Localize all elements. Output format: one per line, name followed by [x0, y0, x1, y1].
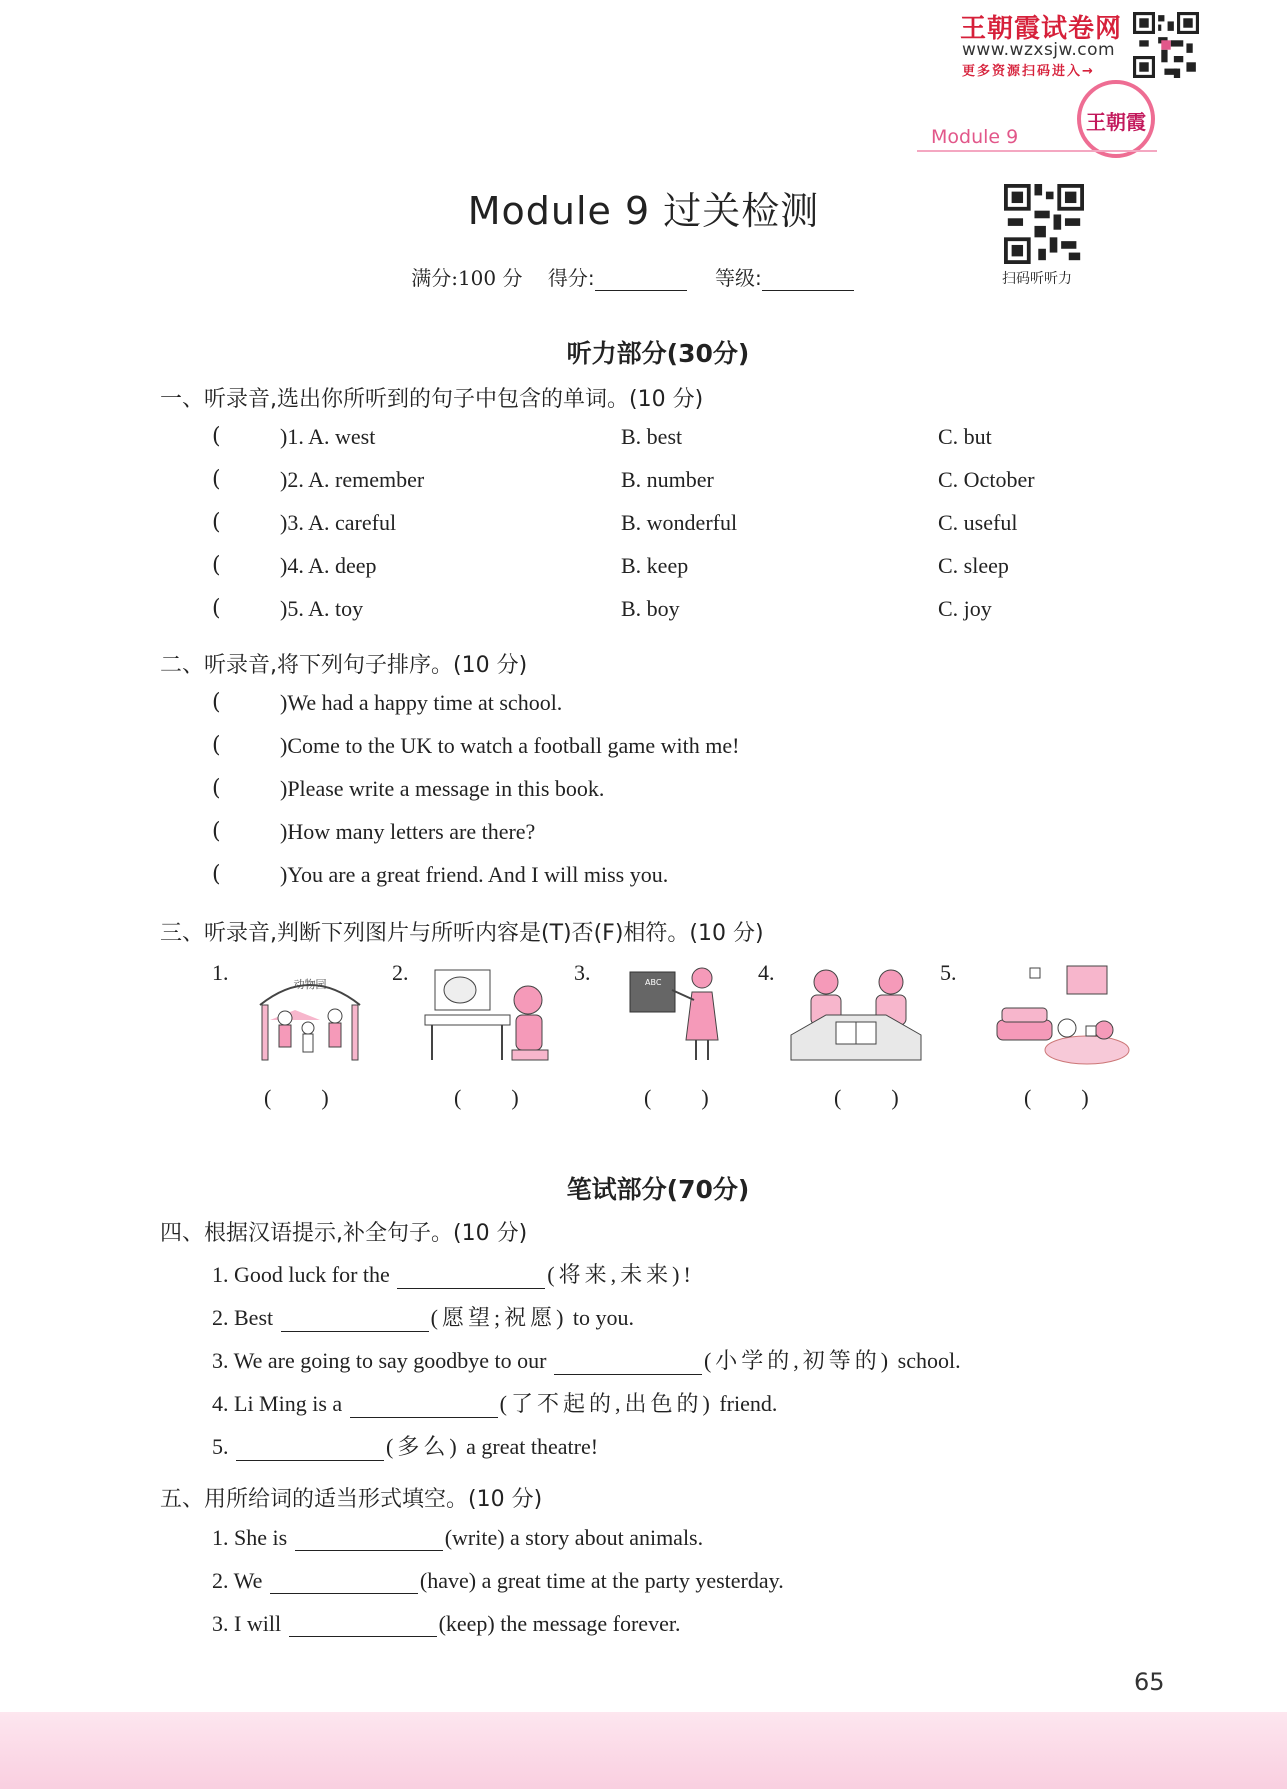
qr-caption: 扫码听听力	[1002, 271, 1072, 287]
family-in-living-room-picture	[992, 960, 1132, 1070]
writing-section-heading: 笔试部分(70分)	[566, 1175, 750, 1204]
bottom-decorative-band	[0, 1712, 1287, 1789]
q3-answer-paren-1[interactable]: ()	[264, 1085, 379, 1110]
q1-item-2-c: C. October	[938, 467, 1035, 492]
fill-blank[interactable]	[397, 1266, 545, 1289]
answer-paren[interactable]: (	[212, 467, 221, 492]
q1-item-2-b: B. number	[621, 467, 714, 492]
q3-heading: 三、听录音,判断下列图片与所听内容是(T)否(F)相符。(10 分)	[160, 921, 764, 946]
grade-label: 等级:	[715, 266, 762, 290]
tag-divider	[917, 150, 1157, 152]
q3-answer-paren-5[interactable]: ()	[1024, 1085, 1139, 1110]
fill-blank[interactable]	[350, 1395, 498, 1418]
fill-blank[interactable]	[554, 1352, 702, 1375]
q1-item-3-c: C. useful	[938, 510, 1018, 535]
brand-seal-logo: 王朝霞	[1077, 80, 1155, 158]
q4-item-2: 2. Best (愿望;祝愿) to you.	[212, 1305, 635, 1330]
q1-item-1-b: B. best	[621, 424, 683, 449]
q2-sentence-5: )You are a great friend. And I will miss you.	[280, 862, 669, 887]
answer-paren[interactable]: (	[212, 733, 221, 758]
q5-heading: 五、用所给词的适当形式填空。(10 分)	[160, 1487, 543, 1512]
q4-item-4: 4. Li Ming is a (了不起的,出色的) friend.	[212, 1391, 778, 1416]
brand-url[interactable]: www.wzxsjw.com	[962, 40, 1116, 60]
q3-pic-num-2: 2.	[392, 960, 409, 985]
q1-item-3-a: )3. A. careful	[280, 510, 397, 535]
q3-pic-num-4: 4.	[758, 960, 775, 985]
answer-paren[interactable]: (	[212, 510, 221, 535]
answer-paren[interactable]: (	[212, 424, 221, 449]
fill-blank[interactable]	[236, 1438, 384, 1461]
q3-pic-num-1: 1.	[212, 960, 229, 985]
q3-answer-paren-2[interactable]: ()	[454, 1085, 569, 1110]
listen-qr-code-icon	[1004, 184, 1084, 264]
answer-paren[interactable]: (	[212, 596, 221, 621]
qr-code-icon	[1133, 12, 1199, 78]
fill-blank[interactable]	[289, 1614, 437, 1637]
q2-heading: 二、听录音,将下列句子排序。(10 分)	[160, 653, 528, 678]
q3-pic-num-5: 5.	[940, 960, 957, 985]
page-title: Module 9 过关检测	[467, 189, 820, 233]
girl-at-desk-picture	[420, 960, 560, 1070]
q1-item-4-b: B. keep	[621, 553, 689, 578]
brand-more-resources: 更多资源扫码进入→	[962, 64, 1095, 79]
q1-item-5-a: )5. A. toy	[280, 596, 364, 621]
fill-blank[interactable]	[270, 1571, 418, 1594]
q2-sentence-1: )We had a happy time at school.	[280, 690, 563, 715]
answer-paren[interactable]: (	[212, 776, 221, 801]
answer-paren[interactable]: (	[212, 690, 221, 715]
q1-item-1-a: )1. A. west	[280, 424, 376, 449]
svg-text:ABC: ABC	[645, 978, 662, 987]
q3-answer-paren-4[interactable]: ()	[834, 1085, 949, 1110]
module-tag: Module 9	[931, 126, 1019, 148]
q4-item-3: 3. We are going to say goodbye to our (小学的,初等的) school.	[212, 1348, 961, 1373]
fill-blank[interactable]	[281, 1309, 429, 1332]
score-label: 得分:	[547, 266, 595, 290]
q1-item-3-b: B. wonderful	[621, 510, 738, 535]
q1-heading: 一、听录音,选出你所听到的句子中包含的单词。(10 分)	[160, 387, 704, 412]
q1-item-5-b: B. boy	[621, 596, 680, 621]
full-score: 满分:100 分	[411, 266, 523, 290]
q2-sentence-2: )Come to the UK to watch a football game with me!	[280, 733, 740, 758]
q5-item-1: 1. She is (write) a story about animals.	[212, 1525, 704, 1550]
q5-item-3: 3. I will (keep) the message forever.	[212, 1611, 681, 1636]
listening-section-heading: 听力部分(30分)	[566, 339, 750, 368]
score-blank[interactable]	[595, 270, 687, 291]
q5-item-2: 2. We (have) a great time at the party yesterday.	[212, 1568, 784, 1593]
q1-item-4-c: C. sleep	[938, 553, 1009, 578]
q3-pic-num-3: 3.	[574, 960, 591, 985]
svg-text:动物园: 动物园	[293, 978, 327, 991]
q2-sentence-3: )Please write a message in this book.	[280, 776, 605, 801]
teacher-at-blackboard-picture	[610, 960, 750, 1070]
page-number: 65	[1134, 1668, 1165, 1696]
q1-item-2-a: )2. A. remember	[280, 467, 425, 492]
fill-blank[interactable]	[295, 1528, 443, 1551]
q4-heading: 四、根据汉语提示,补全句子。(10 分)	[160, 1221, 528, 1246]
q1-item-4-a: )4. A. deep	[280, 553, 377, 578]
q4-item-1: 1. Good luck for the (将来,未来)!	[212, 1262, 691, 1287]
answer-paren[interactable]: (	[212, 553, 221, 578]
zoo-family-picture	[240, 960, 380, 1070]
q1-item-5-c: C. joy	[938, 596, 992, 621]
q1-item-1-c: C. but	[938, 424, 992, 449]
two-kids-reading-picture	[786, 960, 926, 1070]
grade-blank[interactable]	[762, 270, 854, 291]
q4-item-5: 5. (多么) a great theatre!	[212, 1434, 599, 1459]
answer-paren[interactable]: (	[212, 819, 221, 844]
q2-sentence-4: )How many letters are there?	[280, 819, 536, 844]
brand-name: 王朝霞试卷网	[960, 14, 1123, 44]
answer-paren[interactable]: (	[212, 862, 221, 887]
q3-answer-paren-3[interactable]: ()	[644, 1085, 759, 1110]
score-line	[0, 262, 1287, 291]
